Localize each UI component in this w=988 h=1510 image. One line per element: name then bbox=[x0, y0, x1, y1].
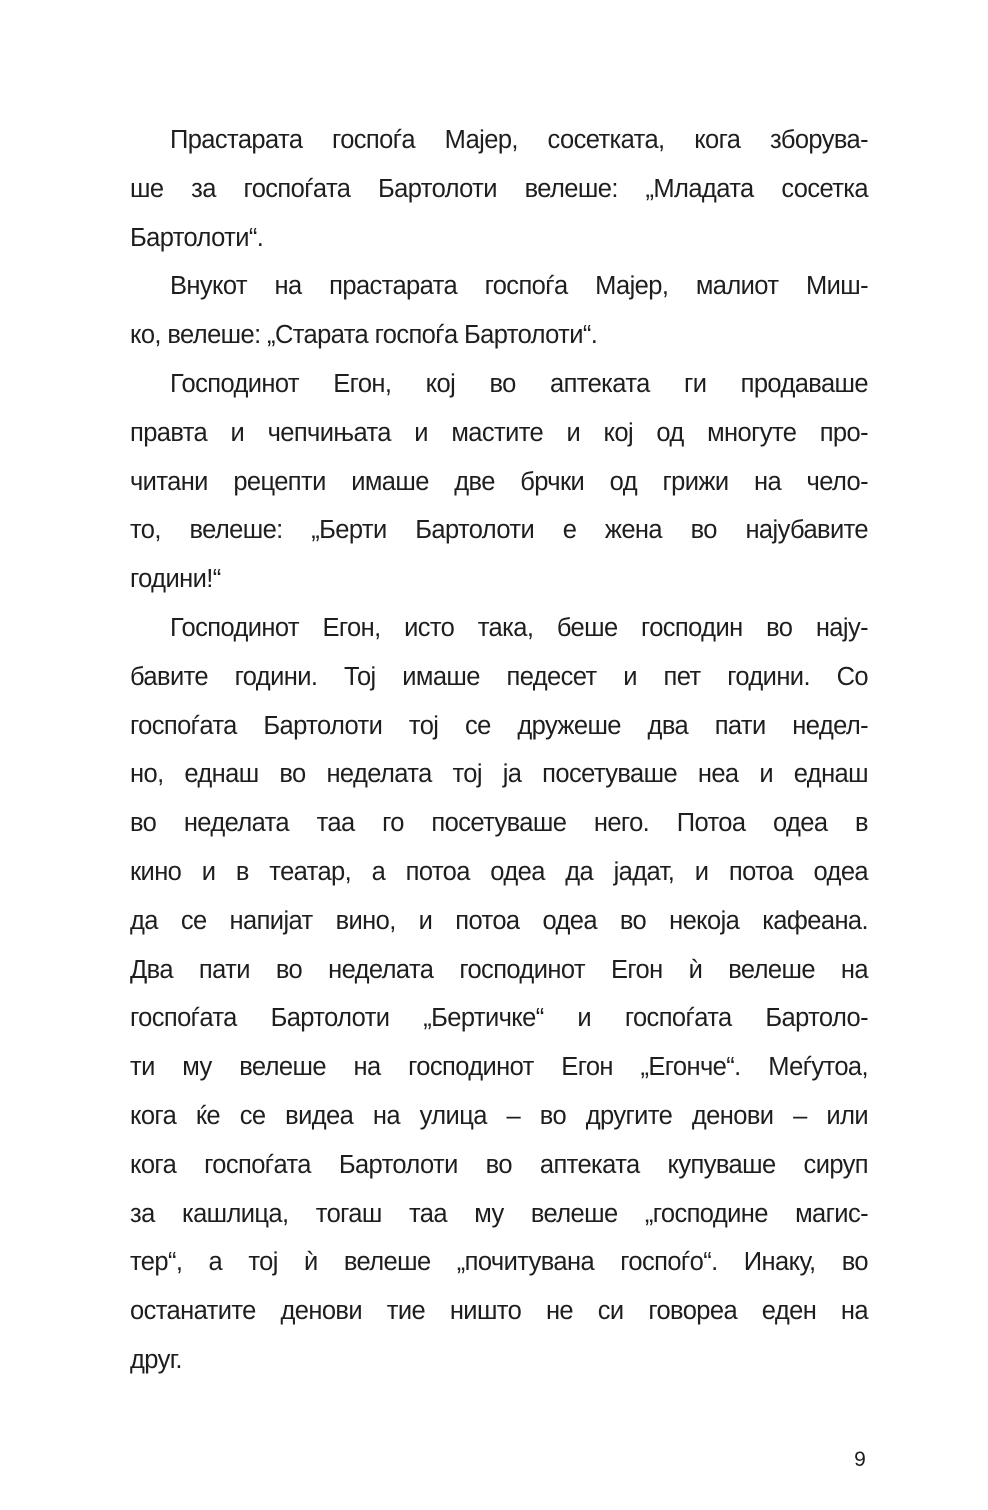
text-line: госпоѓата Бартолоти тој се дружеше два пати недел- bbox=[130, 711, 868, 740]
text-line: во неделата таа го посетуваше него. Потоа одеа в bbox=[130, 809, 868, 838]
text-line: да се напијат вино, и потоа одеа во некоја кафеана. bbox=[130, 906, 868, 935]
text-line: Прастарата госпоѓа Мајер, сосетката, кога зборува- bbox=[170, 126, 868, 154]
text-line: ше за госпоѓата Бартолоти велеше: „Младата сосетка bbox=[130, 174, 868, 203]
text-line: Господинот Егон, кој во аптеката ги продаваше bbox=[170, 369, 868, 398]
text-line: ти му велеше на господинот Егон „Егонче“. Меѓутоа, bbox=[130, 1053, 868, 1082]
paragraph-4 bbox=[130, 604, 868, 1385]
text-line: ко, велеше: „Старата госпоѓа Бартолоти“. bbox=[130, 321, 598, 350]
text-line: Бартолоти“. bbox=[130, 223, 264, 252]
text-line: но, еднаш во неделата тој ја посетуваше неа и еднаш bbox=[130, 760, 868, 789]
text-line: друг. bbox=[130, 1345, 182, 1374]
paragraph-3 bbox=[130, 360, 868, 604]
text-line: читани рецепти имаше две брчки од грижи на чело- bbox=[130, 467, 868, 496]
body-text bbox=[130, 116, 868, 1385]
text-line: за кашлица, тогаш таа му велеше „господине магис- bbox=[130, 1199, 868, 1228]
text-line: тер“, а тој ѝ велеше „почитувана госпоѓо“. Инаку, во bbox=[130, 1248, 868, 1277]
page-number: 9 bbox=[854, 1448, 866, 1471]
text-line: бавите години. Тој имаше педесет и пет години. Со bbox=[130, 662, 868, 691]
text-line: кога госпоѓата Бартолоти во аптеката купуваше сируп bbox=[130, 1150, 868, 1179]
paragraph-1 bbox=[130, 116, 868, 262]
text-line: Господинот Егон, исто така, беше господин во нају- bbox=[170, 613, 868, 642]
paragraph-2 bbox=[130, 262, 868, 360]
text-line: госпоѓата Бартолоти „Бертичке“ и госпоѓата Бартоло- bbox=[130, 1004, 868, 1033]
text-line: кога ќе се видеа на улица – во другите денови – или bbox=[130, 1101, 868, 1130]
text-line: останатите денови тие ништо не си говореа еден на bbox=[130, 1297, 868, 1326]
text-line: Два пати во неделата господинот Егон ѝ велеше на bbox=[130, 955, 868, 984]
text-line: то, велеше: „Берти Бартолоти е жена во најубавите bbox=[130, 516, 868, 545]
text-line: години!“ bbox=[130, 565, 221, 594]
text-line: правта и чепчињата и мастите и кој од многуте про- bbox=[130, 418, 868, 447]
text-line: Внукот на прастарата госпоѓа Мајер, малиот Миш- bbox=[170, 272, 868, 301]
text-line: кино и в театар, а потоа одеа да јадат, и потоа одеа bbox=[130, 857, 868, 886]
